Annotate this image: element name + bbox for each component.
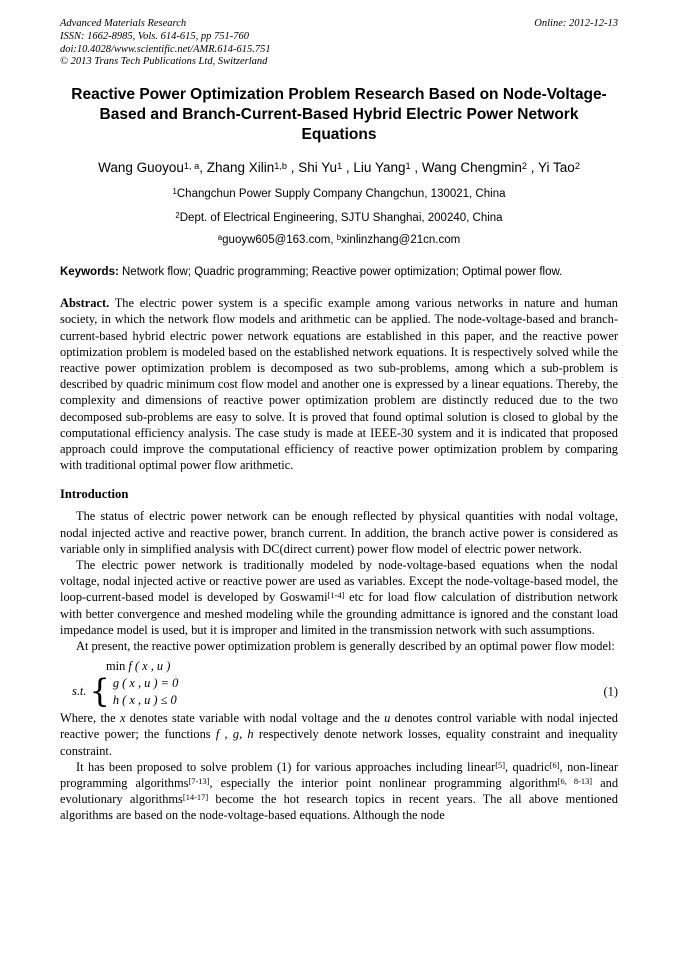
citation-ref: [5] xyxy=(495,759,506,770)
abstract xyxy=(60,295,618,473)
author-sup: 2 xyxy=(574,160,580,171)
email-a: guoyw605@163.com, xyxy=(222,234,337,247)
variable-x: x xyxy=(119,711,126,726)
author xyxy=(98,160,199,175)
affiliation-sup: 1 xyxy=(172,187,177,197)
abstract-text: The electric power system is a specific example among various networks in nature and human society, in which the network flow models and arithmetic can be applied. The node-voltage-based and branch-current-based hybrid electric power network equations are established in this paper, and the reactive power optimization problem is modeled based on the established network equations. It is respectively solved while the reactive power optimization problem is decomposed as two sub-problems, among which a sub-problem is described by quadric minimum cost flow model and another one is expressed by a linear equations. Thereby, the complexity and dimensions of reactive power optimization problem are distinctly reduced due to the two decomposed sub-problems are easy to solve. It is proved that found optimal solution is closed to global by the computational efficiency analysis. The case study is made at IEEE-30 system and it is indicated that proposed approach could improve the computational efficiency of reactive power optimization problem by comparing with traditional optimal power flow arithmetic. xyxy=(60,296,618,473)
left-brace: { xyxy=(89,672,110,711)
paragraph-intro-5 xyxy=(60,759,618,824)
authors-line xyxy=(60,158,618,177)
affiliation-text: Changchun Power Supply Company Changchun, 130021, China xyxy=(176,188,506,201)
paragraph-text: become the hot research topics in recent years. The all above mentioned algorithms are based on the node-voltage-based equations. Although the node xyxy=(60,792,618,823)
author-name: , Yi Tao xyxy=(527,160,575,176)
paragraph-text: Where, the xyxy=(60,711,120,726)
variable-u: u xyxy=(384,711,391,726)
author-sup: 1 xyxy=(337,160,343,171)
journal-info xyxy=(60,18,271,69)
paragraph-text: , quadric xyxy=(505,759,550,774)
author xyxy=(199,160,287,175)
citation-ref: [6, 8-13] xyxy=(557,775,593,786)
author-name: , Liu Yang xyxy=(342,160,406,176)
author xyxy=(342,160,410,175)
keywords-label: Keywords: xyxy=(60,266,119,279)
author xyxy=(527,160,580,175)
citation-ref: [1-4] xyxy=(327,590,345,601)
equality-constraint: g ( x , u ) = 0 xyxy=(112,676,179,691)
paragraph-text: , especially the interior point nonlinear programming algorithm xyxy=(209,776,558,791)
citation-ref: [14-17] xyxy=(182,792,209,803)
keywords-text: Network flow; Quadric programming; Reactive power optimization; Optimal power flow. xyxy=(118,266,563,279)
paragraph-intro-2 xyxy=(60,557,618,638)
paragraph-text: denotes control variable with nodal injected reactive power; the functions xyxy=(60,711,618,742)
keywords-line xyxy=(60,265,618,280)
paragraph-text: , non-linear programming algorithms xyxy=(60,759,618,791)
paragraph-text: and evolutionary algorithms xyxy=(60,776,619,807)
issn-line: ISSN: 1662-8985, Vols. 614-615, pp 751-760 xyxy=(60,30,249,42)
affiliation-2 xyxy=(60,211,618,225)
doi-line: doi:10.4028/www.scientific.net/AMR.614-615.751 xyxy=(60,43,271,55)
email-b-sup: b xyxy=(336,233,342,243)
equation-objective-line xyxy=(60,658,618,675)
author-name: , Shi Yu xyxy=(287,160,338,176)
paragraph-intro-3: At present, the reactive power optimization problem is generally described by an optimal power flow model: xyxy=(76,639,615,654)
functions-fgh: f , g, h xyxy=(215,727,254,742)
paragraph-where xyxy=(60,710,618,759)
abstract-label: Abstract. xyxy=(60,296,110,311)
journal-header xyxy=(60,18,618,69)
paragraph-text: It has been proposed to solve problem (1) for various approaches including linear xyxy=(76,759,496,774)
author-name: , Wang Chengmin xyxy=(410,160,522,176)
paper-title: Reactive Power Optimization Problem Research Based on Node-Voltage-Based and Branch-Current-Based Hybrid Electric Power Network Equations xyxy=(71,86,607,144)
equation-constraints-line xyxy=(60,672,618,711)
journal-name: Advanced Materials Research xyxy=(60,18,187,29)
author-name: Wang Guoyou xyxy=(98,160,184,176)
subject-to-label: s.t. xyxy=(72,684,87,699)
equation-number: (1) xyxy=(603,684,618,699)
constraint-stack xyxy=(113,675,178,708)
author xyxy=(411,160,527,175)
author-sup: 1,b xyxy=(274,160,288,171)
paragraph-text: etc for load flow calculation of distribution network with better convergence and meshed modeling while the grounding admittance is ignored and the constant load impedance model is used, but it is improper and limited in the transmission network with such assumptions. xyxy=(60,590,618,637)
affiliation-text: Dept. of Electrical Engineering, SJTU Shanghai, 200240, China xyxy=(179,212,503,225)
author xyxy=(287,160,342,175)
email-b: xinlinzhang@21cn.com xyxy=(341,234,461,247)
paragraph-text: The electric power network is traditionally modeled by node-voltage-based equations when the nodal voltage, nodal injected active or reactive power are used as variables. Except the node-voltage-based model, the loop-current-based model is developed by Goswami xyxy=(60,558,618,605)
citation-ref: [7-13] xyxy=(188,775,210,786)
citation-ref: [6] xyxy=(549,759,560,770)
author-name: , Zhang Xilin xyxy=(199,160,275,176)
author-sup: 1, a xyxy=(183,160,200,171)
paragraph-intro-1: The status of electric power network can be enough reflected by physical quantities with nodal voltage, nodal injected active and reactive power, branch current. In addition, the branch active power is considered as variable only in simplified analysis with DC(direct current) power flow model of electric power network. xyxy=(60,509,618,556)
copyright-line: © 2013 Trans Tech Publications Ltd, Switzerland xyxy=(60,56,268,68)
affiliation-1 xyxy=(60,187,618,201)
objective-function: f ( x , u ) xyxy=(125,659,171,674)
affiliation-sup: 2 xyxy=(175,211,180,221)
email-a-sup: a xyxy=(217,233,223,243)
equation-1 xyxy=(60,658,618,711)
author-sup: 2 xyxy=(521,160,528,171)
paragraph-text: respectively denote network losses, equality constraint and inequality constraint. xyxy=(60,727,618,758)
inequality-constraint: h ( x , u ) ≤ 0 xyxy=(112,692,177,707)
section-heading-introduction: Introduction xyxy=(60,487,129,502)
paragraph-text: denotes state variable with nodal voltage and the xyxy=(125,711,385,726)
min-operator: min xyxy=(106,659,126,674)
author-sup: 1 xyxy=(405,160,411,171)
online-date: Online: 2012-12-13 xyxy=(534,18,618,29)
emails-line xyxy=(60,233,618,247)
